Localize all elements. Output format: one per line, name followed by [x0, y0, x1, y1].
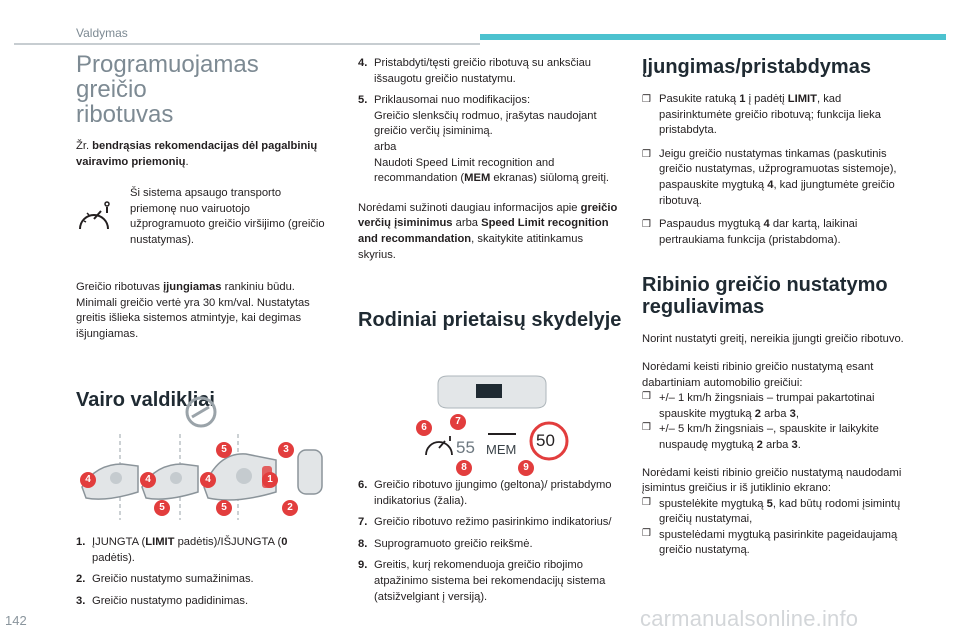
list-item: 4. Pristabdyti/tęsti greičio ribotuvą su anksčiau išsaugotu greičio nustatymu. [358, 57, 592, 85]
adjustment-memorised: Norėdami keisti ribinio greičio nustatymą naudodami įsimintus greičius ir iš jutiklinio ekrano: [642, 466, 902, 495]
speed-limiter-icon [76, 201, 112, 237]
panel-badge-9: 9 [518, 460, 534, 476]
list-item: ❒ spustelėdami mygtuką pasirinkite pageidaujamą greičio nustatymą. [642, 528, 910, 559]
controls-list [76, 535, 326, 615]
reference-paragraph: Žr. bendrąsias rekomendacijas dėl pagalbinių vairavimo priemonių. [76, 140, 318, 168]
list-item: ❒ Jeigu greičio nustatymas tinkamas (paskutinis greičio nustatymas, užprogramuotas sistemoje), paspauskite mygtuką 4, kad įjungtumėte greičio ribotuvą. [642, 147, 910, 209]
figure-badge-5a: 5 [216, 442, 232, 458]
list-item: 7. Greičio ribotuvo režimo pasirinkimo indikatorius/ [358, 516, 612, 529]
list-item: ❒ Pasukite ratuką 1 į padėtį LIMIT, kad pasirinktumėte greičio ribotuvą; funkcija lieka pristabdyta. [642, 92, 910, 139]
list-item: 2. Greičio nustatymo sumažinimas. [76, 573, 254, 586]
dashboard-list [358, 478, 624, 611]
more-info-paragraph: Norėdami sužinoti daugiau informacijos apie greičio verčių įsiminimus arba Speed Limit recognition and recommandation, skaitykite atitinkamus skyrius. [358, 201, 618, 261]
checkbox-icon: ❒ [642, 148, 651, 160]
adjustment-heading: Ribinio greičio nustatymo reguliavimas [642, 274, 888, 319]
list-item: ❒ +/– 5 km/h žingsniais –, spauskite ir laikykite nuspaudę mygtuką 2 arba 3. [642, 422, 910, 453]
instrument-panel-figure [412, 370, 582, 475]
controls-heading: Vairo valdikliai [76, 388, 215, 411]
column-right [642, 56, 910, 559]
header-rule-accent [480, 34, 946, 40]
panel-badge-6: 6 [416, 420, 432, 436]
programmed-speed: 55 [456, 438, 475, 457]
info-block [76, 186, 331, 266]
activation-paragraph: Greičio ribotuvas įjungiamas rankiniu būdu. Minimali greičio vertė yra 30 km/val. Nustatytas greitis išlieka sistemos atmintyje, kai degimas išjungiamas. [76, 281, 310, 340]
activation-heading: Įjungimas/pristabdymas [642, 56, 871, 78]
list-item: 6. Greičio ribotuvo įjungimo (geltona)/ pristabdymo indikatorius (žalia). [358, 479, 612, 507]
mem-label: MEM [486, 442, 517, 457]
panel-badge-7: 7 [450, 414, 466, 430]
page-title: Programuojamas greičio ribotuvas [76, 51, 259, 128]
checkbox-icon: ❒ [642, 391, 651, 403]
section-label: Valdymas [76, 26, 128, 40]
column-left [76, 52, 331, 411]
figure-badge-4b: 4 [140, 472, 156, 488]
list-item: ❒ spustelėkite mygtuką 5, kad būtų rodomi įsimintų greičių nustatymai, [642, 497, 910, 528]
list-item: 5. Priklausomai nuo modifikacijos: Greičio slenksčių rodmuo, įrašytas naudojant greičio verčių įsiminimą. arba Naudoti Speed Limit recognition and recommandation (MEM ekranas) siūlomą greitį. [358, 94, 610, 185]
list-item: ❒ Paspaudus mygtuką 4 dar kartą, laikinai pertraukiama funkcija (pristabdoma). [642, 217, 910, 248]
steering-controls-figure [76, 392, 326, 522]
adjustment-intro: Norint nustatyti greitį, nereikia įjungti greičio ribotuvo. [642, 333, 904, 346]
list-item: ❒ +/– 1 km/h žingsniais – trumpai pakartotinai spauskite mygtuką 2 arba 3, [642, 391, 910, 422]
list-item: 9. Greitis, kurį rekomenduoja greičio ribojimo atpažinimo sistema bei rekomendacijų sistema (atsižvelgiant į versiją). [358, 559, 606, 603]
header-rule-left [14, 43, 480, 45]
figure-badge-5b: 5 [154, 500, 170, 516]
figure-badge-2: 2 [282, 500, 298, 516]
checkbox-icon: ❒ [642, 94, 651, 105]
figure-badge-4a: 4 [80, 472, 96, 488]
figure-badge-5c: 5 [216, 500, 232, 516]
column-middle [358, 56, 624, 331]
info-text: Ši sistema apsaugo transporto priemonę nuo vairuotojo užprogramuoto greičio viršijimo (greičio nustatymas). [130, 187, 325, 246]
panel-illustration [412, 370, 582, 475]
figure-badge-3: 3 [278, 442, 294, 458]
panel-badge-8: 8 [456, 460, 472, 476]
watermark: carmanualsonline.info [640, 606, 859, 631]
recommended-limit: 50 [536, 431, 555, 450]
list-item: 1. ĮJUNGTA (LIMIT padėtis)/IŠJUNGTA (0 padėtis). [76, 536, 288, 564]
dashboard-heading: Rodiniai prietaisų skydelyje [358, 309, 622, 332]
checkbox-icon: ❒ [642, 496, 651, 508]
adjustment-current-speed: Norėdami keisti ribinio greičio nustatymą esant dabartiniam automobilio greičiui: [642, 360, 874, 389]
checkbox-icon: ❒ [642, 527, 651, 539]
page-number: 142 [5, 613, 27, 628]
checkbox-icon: ❒ [642, 219, 651, 231]
figure-badge-4c: 4 [200, 472, 216, 488]
list-item: 3. Greičio nustatymo padidinimas. [76, 594, 249, 607]
figure-badge-1: 1 [262, 472, 278, 488]
checkbox-icon: ❒ [642, 422, 651, 434]
list-item: 8. Suprogramuoto greičio reikšmė. [358, 537, 533, 550]
activation-bullets [642, 92, 910, 248]
